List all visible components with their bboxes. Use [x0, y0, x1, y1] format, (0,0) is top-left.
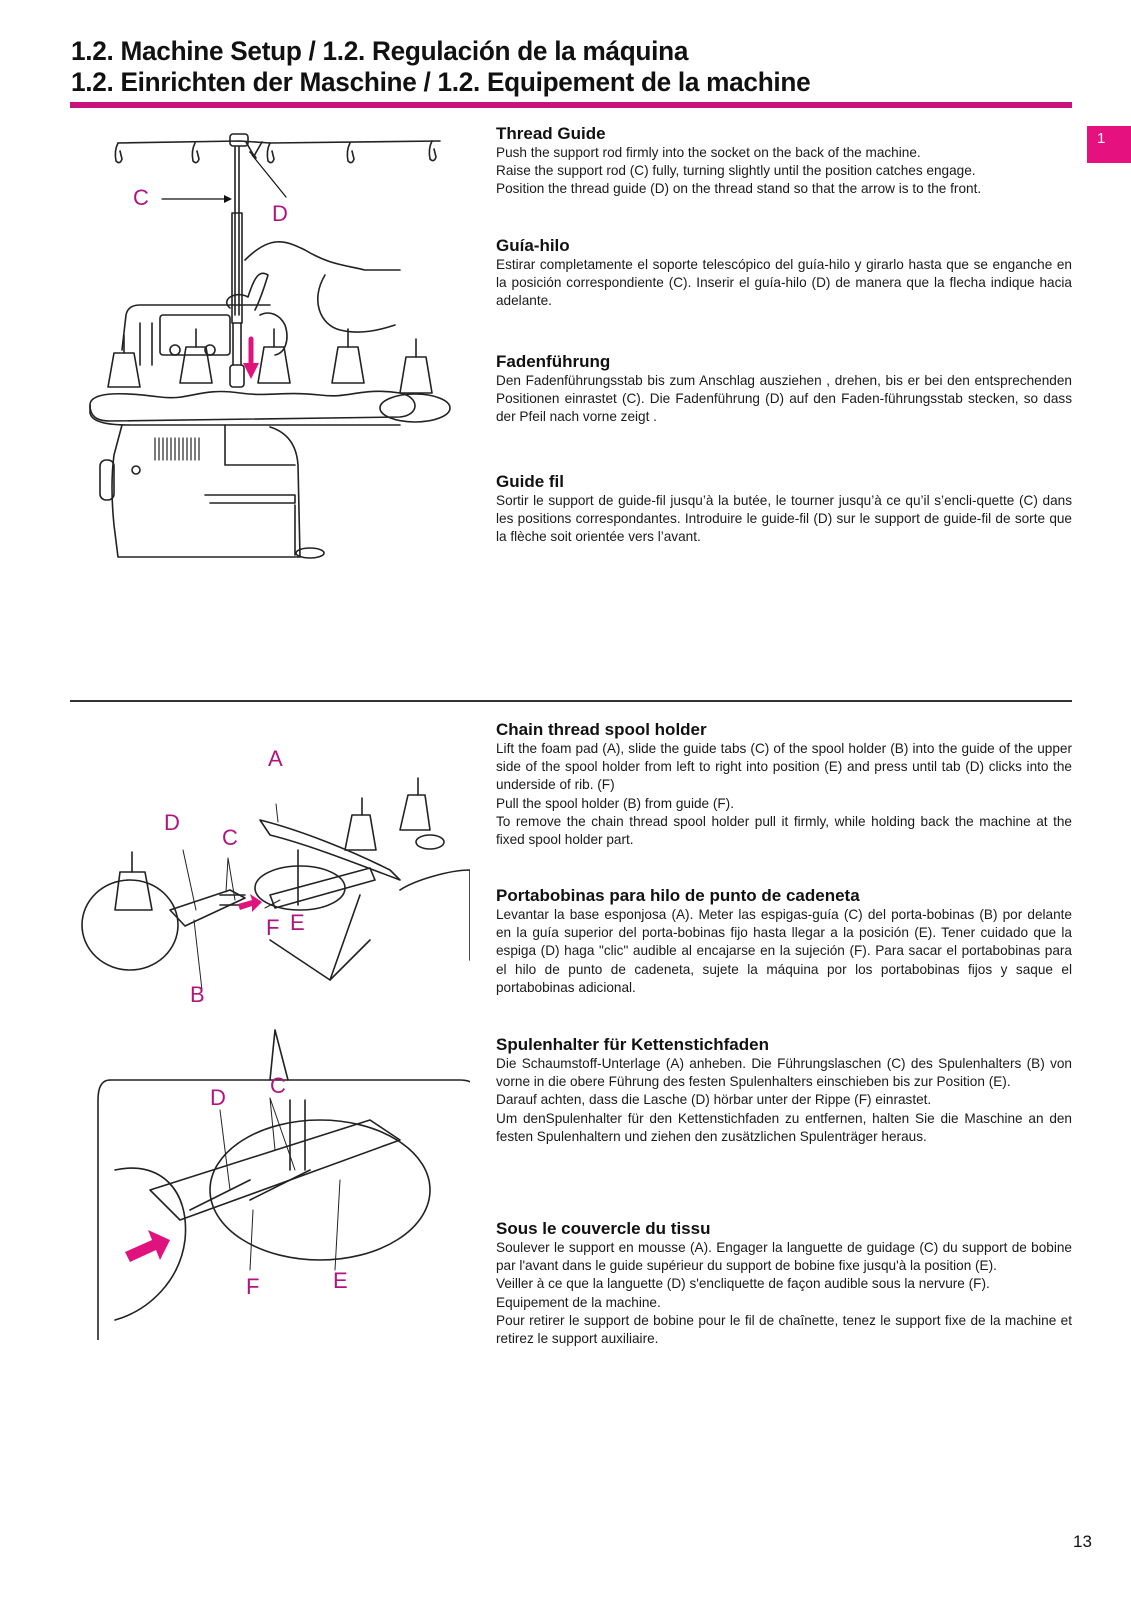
label-f: F	[266, 915, 280, 940]
section-chain-spool-fr	[496, 1219, 1072, 1348]
label-e: E	[290, 910, 305, 935]
section-thread-guide-fr	[496, 472, 1072, 547]
figure-thread-guide	[70, 125, 470, 565]
section-heading: Chain thread spool holder	[496, 720, 707, 739]
section-heading: Thread Guide	[496, 124, 606, 143]
section-body: Estirar completamente el soporte telescópico del guía-hilo y girarlo hasta que se enganche en la posición correspondiente (C). Inserir el guía-hilo (D) de manera que la flecha indique hacia adelante.	[496, 257, 1072, 309]
thread-stand-illustration	[70, 125, 470, 565]
section-heading: Sous le couvercle du tissu	[496, 1219, 711, 1238]
section-heading: Fadenführung	[496, 352, 611, 371]
inset-label-c: C	[270, 1073, 286, 1098]
section-heading: Portabobinas para hilo de punto de cadeneta	[496, 886, 860, 905]
section-body: Soulever le support en mousse (A). Engager la languette de guidage (C) du support de bobine par l'avant dans le guide supérieur du support de bobine fixe jusqu'à la position (E). Veiller à ce que la languette (D) s'encliquette de façon audible sous la nervure (F). Equipement de la machine. Pour retirer le support de bobine pour le fil de chaînette, tenez le support fixe de la machine et retirez le support auxiliaire.	[496, 1240, 1072, 1347]
label-c: C	[133, 185, 149, 210]
section-heading: Spulenhalter für Kettenstichfaden	[496, 1035, 769, 1054]
page-number: 13	[1073, 1532, 1092, 1551]
section-heading: Guía-hilo	[496, 236, 570, 255]
label-b: B	[190, 982, 205, 1007]
title-line-2: 1.2. Einrichten der Maschine / 1.2. Equipement de la machine	[71, 67, 811, 97]
figure-chain-spool-holder	[70, 740, 470, 1340]
label-d: D	[272, 201, 288, 226]
section-body: Die Schaumstoff-Unterlage (A) anheben. Die Führungslaschen (C) des Spulenhalters (B) von vorne in die obere Führung des festen Spulenhalters einschieben bis zur Position (E). Darauf achten, dass die Lasche (D) hörbar unter der Rippe (F) einrastet. Um denSpulenhalter für den Kettenstichfaden zu entfernen, halten Sie die Maschine an den festen Spulenhaltern und ziehen den zusätzlichen Spulenträger heraus.	[496, 1056, 1072, 1144]
section-body: Levantar la base esponjosa (A). Meter las espigas-guía (C) del porta-bobinas (B) por delante en la guía superior del porta-bobinas fijo hasta llegar a la posición (E). Tener cuidado que la espiga (D) haga "clic" audible al encajarse en la sujeción (F). Para sacar el portabobinas para el hilo de punto de cadeneta, sujete la máquina por los portabobinas fijos y saque el portabobinas adicional.	[496, 907, 1072, 995]
label-d: D	[164, 810, 180, 835]
title-line-1: 1.2. Machine Setup / 1.2. Regulación de la máquina	[71, 36, 689, 66]
title-underline-bar	[70, 102, 1072, 108]
section-chain-spool-de	[496, 1035, 1072, 1146]
section-chain-spool-es	[496, 886, 1072, 997]
page-title	[71, 36, 1081, 98]
section-body: Lift the foam pad (A), slide the guide tabs (C) of the spool holder (B) into the guide of the upper side of the spool holder from left to right into position (E) and press until tab (D) clicks into the underside of rib. (F) Pull the spool holder (B) from guide (F). To remove the chain thread spool holder pull it firmly, while holding back the machine at the fixed spool holder part.	[496, 741, 1072, 848]
section-heading: Guide fil	[496, 472, 564, 491]
section-divider	[70, 700, 1072, 702]
chapter-tab	[1087, 126, 1131, 163]
section-chain-spool-en	[496, 720, 1072, 849]
section-body: Den Fadenführungsstab bis zum Anschlag ausziehen , drehen, bis er bei den entsprechenden Positionen einrastet (C). Die Fadenführung (D) auf den Faden-führungsstab stecken, so dass der Pfeil nach vorne zeigt .	[496, 373, 1072, 425]
chapter-tab-label: 1	[1097, 130, 1106, 147]
section-thread-guide-en	[496, 124, 1072, 199]
inset-label-d: D	[210, 1085, 226, 1110]
inset-label-f: F	[246, 1274, 260, 1299]
label-a: A	[268, 746, 283, 771]
inset-label-e: E	[333, 1268, 348, 1293]
section-thread-guide-de	[496, 352, 1072, 427]
section-body: Sortir le support de guide-fil jusqu’à la butée, le tourner jusqu’à ce qu’il s’encli-quette (C) dans les positions correspondantes. Introduire le guide-fil (D) sur le support de guide-fil de sorte que la flèche soit orientée vers l’avant.	[496, 493, 1072, 545]
label-c: C	[222, 825, 238, 850]
section-body: Push the support rod firmly into the socket on the back of the machine. Raise the support rod (C) fully, turning slightly until the position catches engage. Position the thread guide (D) on the thread stand so that the arrow is to the front.	[496, 145, 982, 197]
spool-holder-illustration	[70, 740, 470, 1340]
section-thread-guide-es	[496, 236, 1072, 311]
